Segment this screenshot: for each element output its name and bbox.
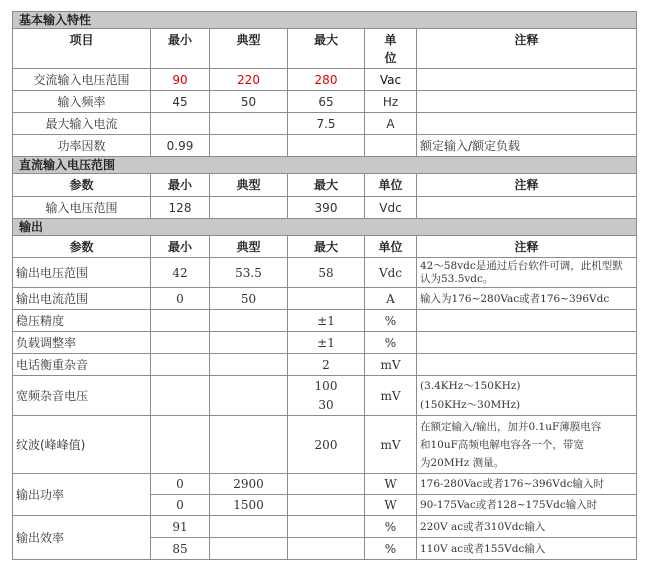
value-min: 0.99 [151, 135, 210, 157]
table-row [13, 91, 637, 113]
value-max [288, 135, 365, 157]
param-name: 输出电流范围 [13, 288, 151, 310]
value-note [417, 376, 637, 416]
value-note: 额定输入/额定负载 [417, 135, 637, 157]
note-line2: (150KHz～30MHz) [420, 398, 521, 411]
value-note [417, 69, 637, 91]
header-max: 最大 [288, 174, 365, 197]
value-note [417, 91, 637, 113]
value-unit: % [365, 310, 417, 332]
header-min: 最小 [151, 236, 210, 258]
value-typ: 2900 [210, 474, 288, 495]
header-max: 最大 [288, 236, 365, 258]
table-row [13, 113, 637, 135]
header-row [13, 174, 637, 197]
param-name: 输出功率 [13, 474, 151, 516]
param-name: 宽频杂音电压 [13, 376, 151, 416]
value-min: 45 [151, 91, 210, 113]
section-title: 基本输入特性 [13, 12, 637, 29]
table-row [13, 354, 637, 376]
value-typ: 1500 [210, 495, 288, 516]
note-line2: 和10uF高频电解电容各一个，带宽 [420, 438, 584, 451]
table-row [13, 474, 637, 495]
header-max: 最大 [288, 29, 365, 69]
value-typ [210, 197, 288, 219]
value-note: 176-280Vac或者176~396Vdc输入时 [417, 474, 637, 495]
value-max: 2 [288, 354, 365, 376]
param-name: 输出效率 [13, 516, 151, 560]
value-unit: Vdc [365, 258, 417, 288]
value-max: 65 [288, 91, 365, 113]
value-min: 91 [151, 516, 210, 538]
header-note: 注释 [417, 29, 637, 69]
section-basic-input [13, 12, 637, 29]
value-max: 7.5 [288, 113, 365, 135]
value-min: 0 [151, 495, 210, 516]
value-typ: 220 [210, 69, 288, 91]
value-max: 58 [288, 258, 365, 288]
table-row [13, 288, 637, 310]
header-unit: 单位 [365, 174, 417, 197]
table-row [13, 310, 637, 332]
value-max: ±1 [288, 310, 365, 332]
param-name: 电话衡重杂音 [13, 354, 151, 376]
value-unit: W [365, 495, 417, 516]
header-param: 参数 [13, 236, 151, 258]
value-unit: mV [365, 376, 417, 416]
value-unit: Hz [365, 91, 417, 113]
header-row [13, 29, 637, 69]
note-line1: (3.4KHz～150KHz) [420, 379, 521, 392]
spec-table [12, 11, 637, 560]
section-output [13, 219, 637, 236]
value-max: 200 [288, 416, 365, 474]
header-note: 注释 [417, 236, 637, 258]
header-typ: 典型 [210, 174, 288, 197]
value-unit: % [365, 516, 417, 538]
header-min: 最小 [151, 29, 210, 69]
value-note [417, 416, 637, 474]
value-min: 90 [151, 69, 210, 91]
param-name: 最大输入电流 [13, 113, 151, 135]
param-name: 负载调整率 [13, 332, 151, 354]
section-dc-input [13, 157, 637, 174]
value-unit: % [365, 332, 417, 354]
table-row [13, 516, 637, 538]
value-unit: Vac [365, 69, 417, 91]
table-row [13, 69, 637, 91]
header-row [13, 236, 637, 258]
value-typ [210, 135, 288, 157]
value-max-line1: 100 [314, 378, 338, 393]
section-title: 输出 [13, 219, 637, 236]
value-unit: Vdc [365, 197, 417, 219]
value-min: 42 [151, 258, 210, 288]
table-row [13, 135, 637, 157]
param-name: 功率因数 [13, 135, 151, 157]
value-unit: A [365, 113, 417, 135]
note-line1: 在额定输入/输出，加并0.1uF薄膜电容 [420, 420, 602, 433]
value-max: 280 [288, 69, 365, 91]
value-unit: A [365, 288, 417, 310]
value-typ: 50 [210, 288, 288, 310]
value-note: 110V ac或者155Vdc输入 [417, 538, 637, 560]
value-max [288, 376, 365, 416]
value-unit: mV [365, 416, 417, 474]
value-max: 390 [288, 197, 365, 219]
param-name: 交流输入电压范围 [13, 69, 151, 91]
header-item: 项目 [13, 29, 151, 69]
header-unit: 单位 [365, 236, 417, 258]
header-unit-line1: 单 [384, 32, 397, 47]
table-row [13, 376, 637, 416]
value-typ [210, 113, 288, 135]
param-name: 输入电压范围 [13, 197, 151, 219]
param-name: 稳压精度 [13, 310, 151, 332]
value-note: 输入为176~280Vac或者176~396Vdc [417, 288, 637, 310]
section-title: 直流输入电压范围 [13, 157, 637, 174]
table-row [13, 197, 637, 219]
value-note: 90-175Vac或者128~175Vdc输入时 [417, 495, 637, 516]
param-name: 输出电压范围 [13, 258, 151, 288]
value-min [151, 113, 210, 135]
value-note [417, 113, 637, 135]
value-max-line2: 30 [318, 397, 334, 412]
value-note: 220V ac或者310Vdc输入 [417, 516, 637, 538]
value-min: 0 [151, 474, 210, 495]
value-note [417, 197, 637, 219]
value-unit [365, 135, 417, 157]
header-typ: 典型 [210, 29, 288, 69]
value-typ: 53.5 [210, 258, 288, 288]
value-note: 42～58vdc是通过后台软件可调，此机型默认为53.5vdc。 [417, 258, 637, 288]
header-min: 最小 [151, 174, 210, 197]
value-unit: % [365, 538, 417, 560]
table-row [13, 416, 637, 474]
value-unit: mV [365, 354, 417, 376]
value-min: 0 [151, 288, 210, 310]
param-name: 纹波(峰峰值) [13, 416, 151, 474]
note-line3: 为20MHz 测量。 [420, 456, 505, 469]
table-row [13, 258, 637, 288]
header-unit-line2: 位 [384, 50, 397, 65]
header-note: 注释 [417, 174, 637, 197]
value-min: 128 [151, 197, 210, 219]
value-unit: W [365, 474, 417, 495]
value-max: ±1 [288, 332, 365, 354]
table-row [13, 332, 637, 354]
value-min: 85 [151, 538, 210, 560]
value-max [288, 288, 365, 310]
header-typ: 典型 [210, 236, 288, 258]
param-name: 输入频率 [13, 91, 151, 113]
header-unit [365, 29, 417, 69]
value-typ: 50 [210, 91, 288, 113]
header-param: 参数 [13, 174, 151, 197]
